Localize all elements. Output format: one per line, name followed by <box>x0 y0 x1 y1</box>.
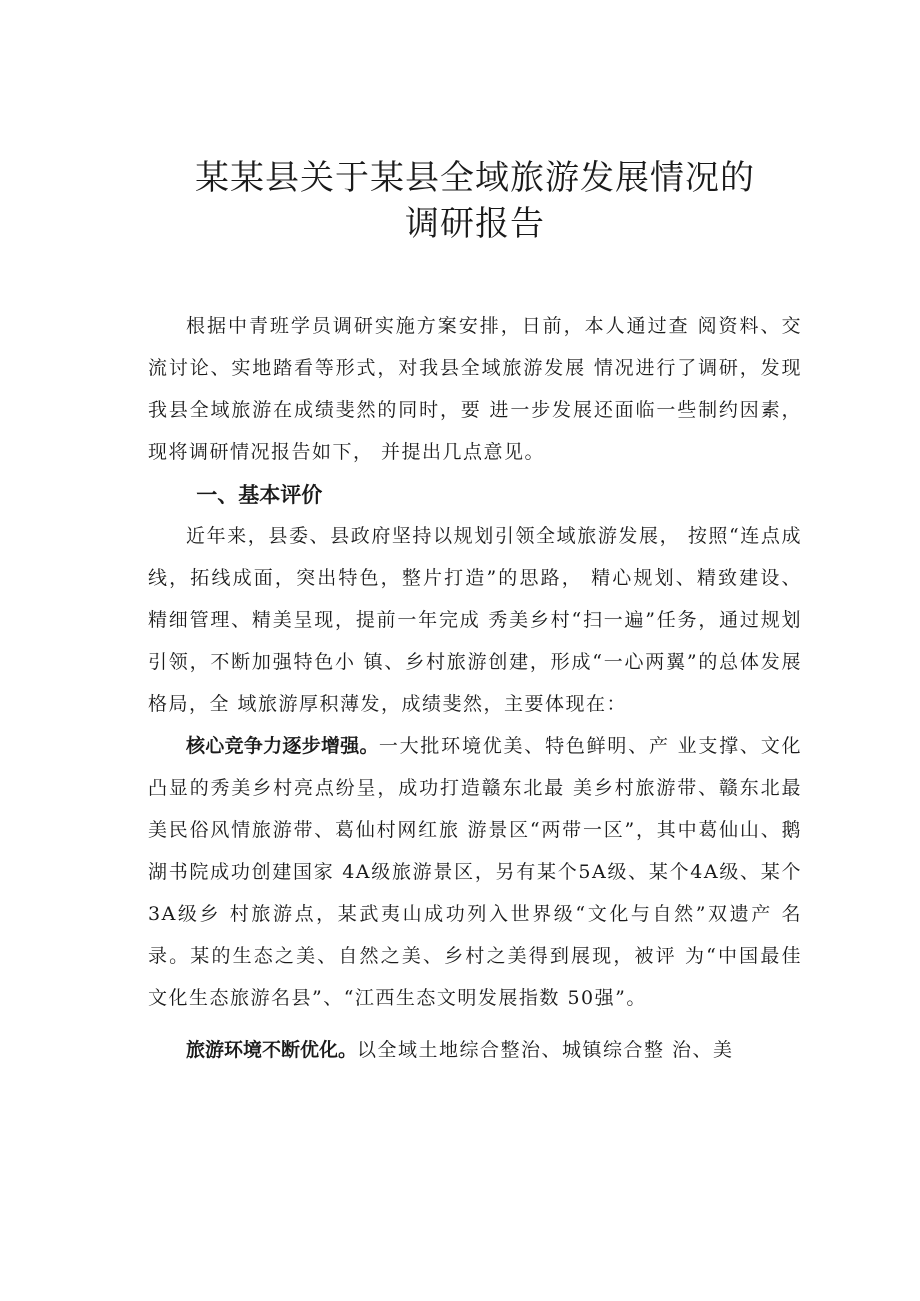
point1-lead: 核心竞争力逐步增强。 <box>186 735 379 757</box>
document-title <box>148 155 802 247</box>
section-heading-basic-evaluation: 一、基本评价 <box>196 483 323 507</box>
point2-paragraph <box>148 1029 802 1071</box>
point1-body: 一大批环境优美、特色鲜明、产 业支撑、文化凸显的秀美乡村亮点纷呈，成功打造赣东北最 美乡村旅游带、赣东北最美民俗风情旅游带、葛仙村网红旅 游景区“两带一区”，其中葛仙山、鹅湖书院成功创建国家 4A级旅游景区，另有某个5A级、某个4A级、某个3A级乡 村旅游点，某武夷山成功列入世界级“文化与自然”双遗产 名录。某的生态之美、自然之美、乡村之美得到展现，被评 为“中国最佳文化生态旅游名县”、“江西生态文明发展指数 50强”。 <box>148 735 802 1009</box>
section1-paragraph: 近年来，县委、县政府坚持以规划引领全域旅游发展， 按照“连点成线，拓线成面，突出特色，整片打造”的思路， 精心规划、精致建设、精细管理、精美呈现，提前一年完成 秀美乡村“扫一遍”任务，通过规划引领，不断加强特色小 镇、乡村旅游创建，形成“一心两翼”的总体发展格局，全 域旅游厚积薄发，成绩斐然，主要体现在： <box>148 525 802 715</box>
title-line-2: 调研报告 <box>405 204 545 244</box>
point1-paragraph <box>148 725 802 1019</box>
paragraph-gap <box>148 1019 802 1029</box>
point2-lead: 旅游环境不断优化。 <box>186 1039 358 1061</box>
point2-body: 以全域土地综合整治、城镇综合整 治、美 <box>357 1039 734 1061</box>
intro-paragraph: 根据中青班学员调研实施方案安排，日前，本人通过查 阅资料、交流讨论、实地踏看等形式，对我县全域旅游发展 情况进行了调研，发现我县全域旅游在成绩斐然的同时，要 进一步发展还面临一些制约因素，现将调研情况报告如下， 并提出几点意见。 <box>148 315 802 463</box>
title-line-1: 某某县关于某县全域旅游发展情况的 <box>195 158 755 198</box>
